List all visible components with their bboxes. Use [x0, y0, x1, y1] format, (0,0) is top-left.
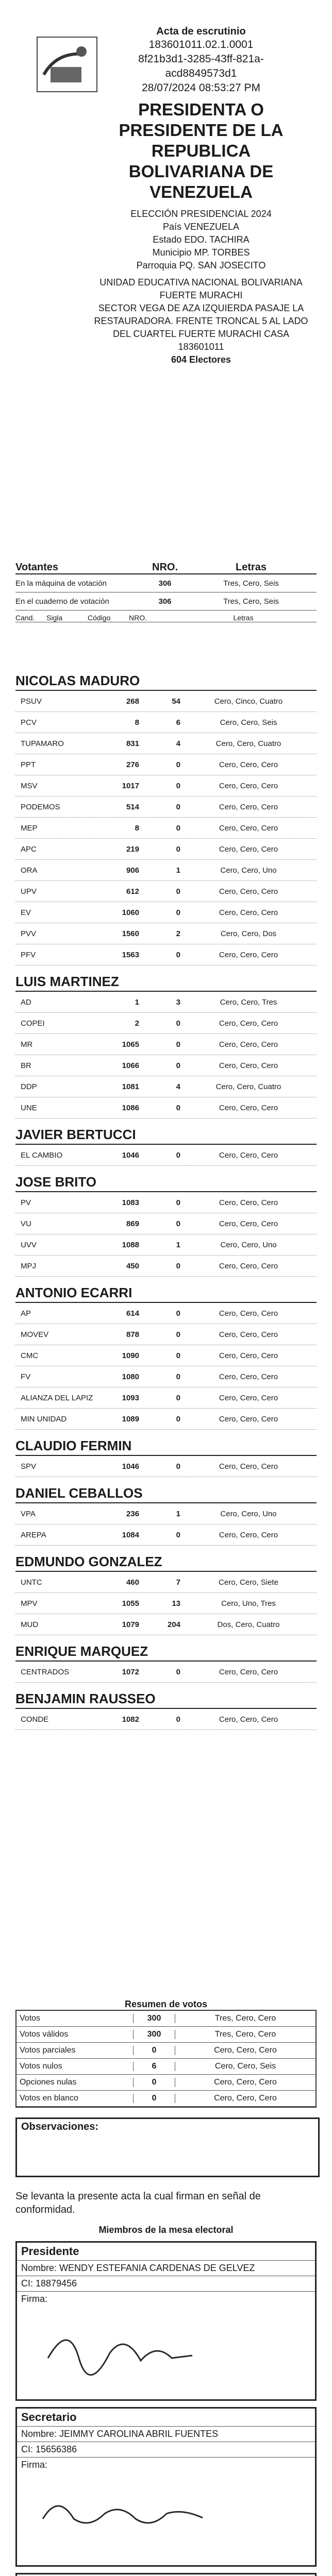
party-sigla: BR — [21, 1061, 31, 1070]
party-votes: 1 — [176, 1509, 180, 1518]
resumen-words: Cero, Cero, Cero — [214, 2078, 277, 2087]
party-code: 1083 — [122, 1198, 139, 1207]
party-votes: 0 — [176, 1261, 180, 1270]
party-row — [15, 1709, 317, 1730]
party-votes: 0 — [176, 1351, 180, 1360]
municipio: Municipio MP. TORBES — [152, 247, 250, 258]
party-votes: 0 — [176, 1330, 180, 1339]
party-words: Cero, Cinco, Cuatro — [214, 697, 283, 706]
acta-id: 183601011.02.1.0001 — [148, 39, 254, 50]
party-votes: 6 — [176, 718, 180, 727]
member-name: Nombre: JEIMMY CAROLINA ABRIL FUENTES — [17, 2427, 315, 2442]
resumen-number: 0 — [133, 2094, 175, 2103]
party-code: 276 — [126, 760, 139, 769]
party-words: Cero, Cero, Cero — [219, 1715, 278, 1724]
party-sigla: AREPA — [21, 1530, 46, 1539]
pais: País VENEZUELA — [162, 222, 240, 232]
party-row — [15, 1662, 317, 1683]
party-sigla: EV — [21, 908, 31, 917]
party-votes: 0 — [176, 887, 180, 896]
party-row — [15, 944, 317, 965]
party-sigla: MUD — [21, 1620, 39, 1629]
votantes-label: En la máquina de votación — [15, 579, 107, 588]
party-sigla: MEP — [21, 823, 38, 833]
party-code: 268 — [126, 697, 139, 706]
party-code: 219 — [126, 844, 139, 854]
party-words: Cero, Cero, Cero — [219, 1462, 278, 1471]
resumen-number: 300 — [133, 2014, 175, 2023]
party-code: 612 — [126, 887, 139, 896]
party-votes: 0 — [176, 823, 180, 833]
party-sigla: APC — [21, 844, 37, 854]
resumen-words: Cero, Cero, Seis — [214, 2062, 276, 2071]
party-words: Cero, Cero, Cero — [219, 781, 278, 790]
resumen-row — [16, 2043, 316, 2059]
party-words: Cero, Cero, Cero — [219, 802, 278, 811]
party-votes: 0 — [176, 1150, 180, 1160]
party-row — [15, 902, 317, 923]
party-code: 1065 — [122, 1040, 139, 1049]
party-words: Cero, Cero, Cero — [219, 1019, 278, 1028]
party-code: 869 — [126, 1219, 139, 1228]
party-row — [15, 691, 317, 712]
party-sigla: MOVEV — [21, 1330, 49, 1339]
party-sigla: SPV — [21, 1462, 37, 1471]
member-firma-label: Firma: — [21, 2294, 47, 2304]
party-row — [15, 733, 317, 754]
party-code: 1046 — [122, 1462, 139, 1471]
party-sigla: UPV — [21, 887, 37, 896]
party-row — [15, 1345, 317, 1366]
party-sigla: MIN UNIDAD — [21, 1414, 67, 1423]
votantes-h1: Votantes — [15, 562, 58, 573]
members-list — [15, 2241, 317, 2576]
candidate-name: CLAUDIO FERMIN — [15, 1438, 317, 1456]
party-sigla: FV — [21, 1372, 31, 1381]
party-code: 1066 — [122, 1061, 139, 1070]
resumen-title: Resumen de votos — [124, 1999, 208, 2009]
party-code: 1072 — [122, 1667, 139, 1676]
party-code: 1046 — [122, 1150, 139, 1160]
party-row — [15, 818, 317, 839]
party-sigla: CMC — [21, 1351, 39, 1360]
sub-codigo: Código — [88, 614, 111, 622]
party-row — [15, 754, 317, 775]
party-votes: 0 — [176, 1414, 180, 1423]
party-sigla: PVV — [21, 929, 37, 938]
party-votes: 0 — [176, 1061, 180, 1070]
party-votes: 0 — [176, 950, 180, 959]
party-votes: 0 — [176, 1103, 180, 1112]
candidate-name: JAVIER BERTUCCI — [15, 1127, 317, 1145]
party-code: 614 — [126, 1309, 139, 1318]
party-sigla: AD — [21, 997, 31, 1007]
resumen-number: 300 — [133, 2030, 175, 2039]
votantes-number: 306 — [158, 597, 172, 606]
party-code: 906 — [126, 866, 139, 875]
party-code: 460 — [126, 1578, 139, 1587]
party-sigla: PODEMOS — [21, 802, 60, 811]
resumen-number: 6 — [133, 2062, 175, 2071]
party-row — [15, 839, 317, 860]
party-sigla: MPV — [21, 1599, 38, 1608]
sub-letras: Letras — [233, 614, 254, 622]
acta-datetime: 28/07/2024 08:53:27 PM — [141, 82, 260, 94]
party-row — [15, 1145, 317, 1166]
party-votes: 54 — [172, 697, 180, 706]
party-sigla: PCV — [21, 718, 37, 727]
party-votes: 4 — [176, 739, 180, 748]
party-sigla: UNE — [21, 1103, 37, 1112]
party-row — [15, 1456, 317, 1477]
party-votes: 0 — [176, 1715, 180, 1724]
party-row — [15, 1192, 317, 1213]
party-row — [15, 1013, 317, 1034]
resumen-row — [16, 2075, 316, 2091]
party-row — [15, 1324, 317, 1345]
party-sigla: ALIANZA DEL LAPIZ — [21, 1393, 93, 1402]
party-votes: 0 — [176, 1530, 180, 1539]
party-words: Cero, Cero, Cero — [219, 1103, 278, 1112]
resumen-label: Votos en blanco — [20, 2094, 78, 2103]
party-words: Cero, Cero, Seis — [220, 718, 277, 727]
party-words: Cero, Cero, Cero — [219, 1330, 278, 1339]
member-role: Presidente — [17, 2243, 315, 2261]
party-row — [15, 1409, 317, 1430]
party-votes: 0 — [176, 781, 180, 790]
party-row — [15, 1076, 317, 1097]
party-words: Cero, Cero, Cero — [219, 1351, 278, 1360]
party-words: Cero, Cero, Tres — [220, 997, 277, 1007]
party-code: 1 — [135, 997, 139, 1007]
party-code: 1079 — [122, 1620, 139, 1629]
party-sigla: UNTC — [21, 1578, 42, 1587]
party-words: Cero, Cero, Cero — [219, 1150, 278, 1160]
sub-nro: NRO. — [129, 614, 147, 622]
party-row — [15, 1303, 317, 1324]
member-box — [15, 2407, 317, 2567]
party-code: 8 — [135, 718, 139, 727]
party-words: Cero, Cero, Siete — [219, 1578, 278, 1587]
party-code: 1060 — [122, 908, 139, 917]
sector: SECTOR VEGA DE AZA IZQUIERDA PASAJE LA RESTAURADORA. FRENTE TRONCAL 5 AL LADO DEL CUARTEL FUERTE MURACHI CASA — [94, 303, 308, 339]
party-row — [15, 923, 317, 944]
party-words: Cero, Cero, Cero — [219, 950, 278, 959]
party-words: Cero, Cero, Cero — [219, 760, 278, 769]
cne-logo-icon — [36, 36, 98, 93]
party-sigla: MSV — [21, 781, 38, 790]
party-row — [15, 881, 317, 902]
party-votes: 0 — [176, 844, 180, 854]
party-row — [15, 1097, 317, 1118]
candidate-name: BENJAMIN RAUSSEO — [15, 1691, 317, 1709]
candidate-name: NICOLAS MADURO — [15, 673, 317, 691]
votantes-words: Tres, Cero, Seis — [223, 579, 279, 588]
party-row — [15, 1366, 317, 1387]
resumen-row — [16, 2011, 316, 2027]
votantes-label: En el cuaderno de votación — [15, 597, 109, 606]
resumen-label: Votos parciales — [20, 2046, 76, 2055]
party-row — [15, 860, 317, 881]
party-sigla: ORA — [21, 866, 38, 875]
party-words: Dos, Cero, Cuatro — [217, 1620, 280, 1629]
party-words: Cero, Cero, Cero — [219, 1040, 278, 1049]
candidate-name: ENRIQUE MARQUEZ — [15, 1643, 317, 1662]
party-votes: 0 — [176, 1372, 180, 1381]
party-sigla: PFV — [21, 950, 36, 959]
votantes-row — [15, 574, 317, 592]
election-name: ELECCIÓN PRESIDENCIAL 2024 — [130, 209, 272, 219]
party-row — [15, 1614, 317, 1635]
party-sigla: MR — [21, 1040, 33, 1049]
votantes-row — [15, 592, 317, 611]
party-votes: 0 — [176, 1198, 180, 1207]
party-sigla: AP — [21, 1309, 31, 1318]
members-title: Miembros de la mesa electoral — [98, 2225, 234, 2235]
party-row — [15, 1387, 317, 1409]
party-code: 1088 — [122, 1240, 139, 1249]
party-votes: 7 — [176, 1578, 180, 1587]
party-code: 1090 — [122, 1351, 139, 1360]
party-votes: 0 — [176, 1019, 180, 1028]
party-code: 236 — [126, 1509, 139, 1518]
party-sigla: TUPAMARO — [21, 739, 64, 748]
party-row — [15, 1524, 317, 1546]
member-firma-label: Firma: — [21, 2460, 47, 2470]
votantes-h2: NRO. — [152, 562, 178, 573]
acta-header — [93, 26, 309, 366]
party-words: Cero, Cero, Uno — [220, 1240, 277, 1249]
votantes-number: 306 — [158, 579, 172, 588]
party-words: Cero, Cero, Cero — [219, 908, 278, 917]
party-words: Cero, Cero, Cuatro — [215, 739, 281, 748]
party-row — [15, 775, 317, 796]
party-words: Cero, Cero, Cero — [219, 1414, 278, 1423]
party-code: 878 — [126, 1330, 139, 1339]
party-sigla: CENTRADOS — [21, 1667, 70, 1676]
resumen-words: Tres, Cero, Cero — [214, 2030, 276, 2039]
resumen-label: Votos válidos — [20, 2030, 69, 2039]
resumen-words: Cero, Cero, Cero — [214, 2046, 277, 2055]
statement: Se levanta la presente acta la cual firman en señal de conformidad. — [15, 2191, 261, 2215]
party-words: Cero, Cero, Cero — [219, 844, 278, 854]
party-code: 1084 — [122, 1530, 139, 1539]
party-votes: 0 — [176, 1667, 180, 1676]
party-sigla: MPJ — [21, 1261, 36, 1270]
party-row — [15, 1256, 317, 1277]
party-code: 831 — [126, 739, 139, 748]
member-box — [15, 2241, 317, 2401]
candidate-name: LUIS MARTINEZ — [15, 974, 317, 992]
party-votes: 0 — [176, 1462, 180, 1471]
votantes-section — [15, 562, 317, 622]
party-sigla: CONDE — [21, 1715, 49, 1724]
party-row — [15, 1593, 317, 1614]
party-votes: 0 — [176, 1309, 180, 1318]
member-name: Nombre: WENDY ESTEFANIA CARDENAS DE GELVEZ — [17, 2261, 315, 2276]
party-code: 1080 — [122, 1372, 139, 1381]
party-row — [15, 1055, 317, 1076]
party-votes: 0 — [176, 908, 180, 917]
observaciones-label: Observaciones: — [21, 2121, 99, 2132]
party-code: 1563 — [122, 950, 139, 959]
resumen-number: 0 — [133, 2078, 175, 2087]
resumen-label: Opciones nulas — [20, 2078, 77, 2087]
party-code: 1081 — [122, 1082, 139, 1091]
party-sigla: PPT — [21, 760, 36, 769]
party-row — [15, 1234, 317, 1256]
party-code: 8 — [135, 823, 139, 833]
resumen-number: 0 — [133, 2046, 175, 2055]
acta-hash: 8f21b3d1-3285-43ff-821a- acd8849573d1 — [138, 53, 264, 79]
party-code: 1560 — [122, 929, 139, 938]
party-words: Cero, Cero, Cero — [219, 823, 278, 833]
candidate-name: DANIEL CEBALLOS — [15, 1485, 317, 1503]
party-words: Cero, Cero, Uno — [220, 1509, 277, 1518]
election-title: PRESIDENTA O PRESIDENTE DE LA REPUBLICA BOLIVARIANA DE VENEZUELA — [119, 100, 284, 201]
party-code: 1082 — [122, 1715, 139, 1724]
party-row — [15, 1034, 317, 1055]
member-ci: CI: 15656386 — [17, 2442, 315, 2458]
party-sigla: EL CAMBIO — [21, 1150, 63, 1160]
party-sigla: UVV — [21, 1240, 37, 1249]
party-votes: 1 — [176, 1240, 180, 1249]
member-ci: CI: 18879456 — [17, 2276, 315, 2292]
party-words: Cero, Cero, Cero — [219, 1530, 278, 1539]
centro: UNIDAD EDUCATIVA NACIONAL BOLIVARIANA FUERTE MURACHI — [99, 277, 303, 300]
party-votes: 204 — [167, 1620, 180, 1629]
party-sigla: PV — [21, 1198, 31, 1207]
candidate-name: ANTONIO ECARRI — [15, 1285, 317, 1303]
resumen-label: Votos nulos — [20, 2062, 62, 2071]
party-row — [15, 1503, 317, 1524]
mesa-code: 183601011 — [178, 342, 224, 352]
party-votes: 2 — [176, 929, 180, 938]
party-words: Cero, Cero, Cero — [219, 1667, 278, 1676]
candidate-name: EDMUNDO GONZALEZ — [15, 1554, 317, 1572]
party-code: 2 — [135, 1019, 139, 1028]
parroquia: Parroquia PQ. SAN JOSECITO — [136, 260, 266, 270]
party-sigla: DDP — [21, 1082, 37, 1091]
party-sigla: VPA — [21, 1509, 36, 1518]
resumen-words: Cero, Cero, Cero — [214, 2094, 277, 2103]
party-code: 1055 — [122, 1599, 139, 1608]
signature-area — [17, 2307, 315, 2399]
party-row — [15, 992, 317, 1013]
party-votes: 1 — [176, 866, 180, 875]
party-votes: 4 — [176, 1082, 180, 1091]
party-sigla: PSUV — [21, 697, 42, 706]
member-box — [15, 2573, 317, 2576]
observaciones-box — [15, 2117, 320, 2177]
resumen-words: Tres, Cero, Cero — [214, 2014, 276, 2023]
acta-label: Acta de escrutinio — [156, 26, 246, 37]
member-role: Secretario — [17, 2409, 315, 2427]
party-votes: 0 — [176, 760, 180, 769]
resumen-row — [16, 2059, 316, 2075]
party-row — [15, 1572, 317, 1593]
party-votes: 0 — [176, 802, 180, 811]
party-row — [15, 796, 317, 818]
signature-icon — [38, 2478, 213, 2560]
electores: 604 Electores — [171, 354, 231, 365]
party-code: 1086 — [122, 1103, 139, 1112]
party-code: 450 — [126, 1261, 139, 1270]
party-words: Cero, Cero, Cero — [219, 1061, 278, 1070]
party-words: Cero, Cero, Cero — [219, 1261, 278, 1270]
party-sigla: COPEI — [21, 1019, 45, 1028]
sub-cand: Cand. — [15, 614, 35, 622]
resumen-row — [16, 2091, 316, 2107]
party-row — [15, 712, 317, 733]
candidate-name: JOSE BRITO — [15, 1174, 317, 1192]
party-words: Cero, Cero, Cero — [219, 1372, 278, 1381]
votantes-words: Tres, Cero, Seis — [223, 597, 279, 606]
party-votes: 13 — [172, 1599, 180, 1608]
party-words: Cero, Cero, Cero — [219, 887, 278, 896]
party-code: 1089 — [122, 1414, 139, 1423]
party-words: Cero, Cero, Cero — [219, 1198, 278, 1207]
party-votes: 0 — [176, 1219, 180, 1228]
party-code: 1093 — [122, 1393, 139, 1402]
party-words: Cero, Cero, Dos — [220, 929, 277, 938]
signature-area — [17, 2472, 315, 2565]
signature-icon — [38, 2312, 213, 2394]
party-words: Cero, Uno, Tres — [221, 1599, 276, 1608]
party-code: 514 — [126, 802, 139, 811]
resumen-row — [16, 2027, 316, 2043]
votantes-h3: Letras — [235, 562, 267, 573]
party-words: Cero, Cero, Uno — [220, 866, 277, 875]
sub-sigla: Sigla — [46, 614, 63, 622]
party-words: Cero, Cero, Cero — [219, 1393, 278, 1402]
party-sigla: VU — [21, 1219, 31, 1228]
party-words: Cero, Cero, Cero — [219, 1219, 278, 1228]
party-votes: 3 — [176, 997, 180, 1007]
resumen-section — [15, 1999, 317, 2108]
party-code: 1017 — [122, 781, 139, 790]
party-votes: 0 — [176, 1040, 180, 1049]
resumen-label: Votos — [20, 2014, 41, 2023]
candidates-list — [15, 665, 317, 1730]
party-words: Cero, Cero, Cuatro — [215, 1082, 281, 1091]
estado: Estado EDO. TACHIRA — [153, 234, 250, 245]
party-words: Cero, Cero, Cero — [219, 1309, 278, 1318]
party-row — [15, 1213, 317, 1234]
party-votes: 0 — [176, 1393, 180, 1402]
